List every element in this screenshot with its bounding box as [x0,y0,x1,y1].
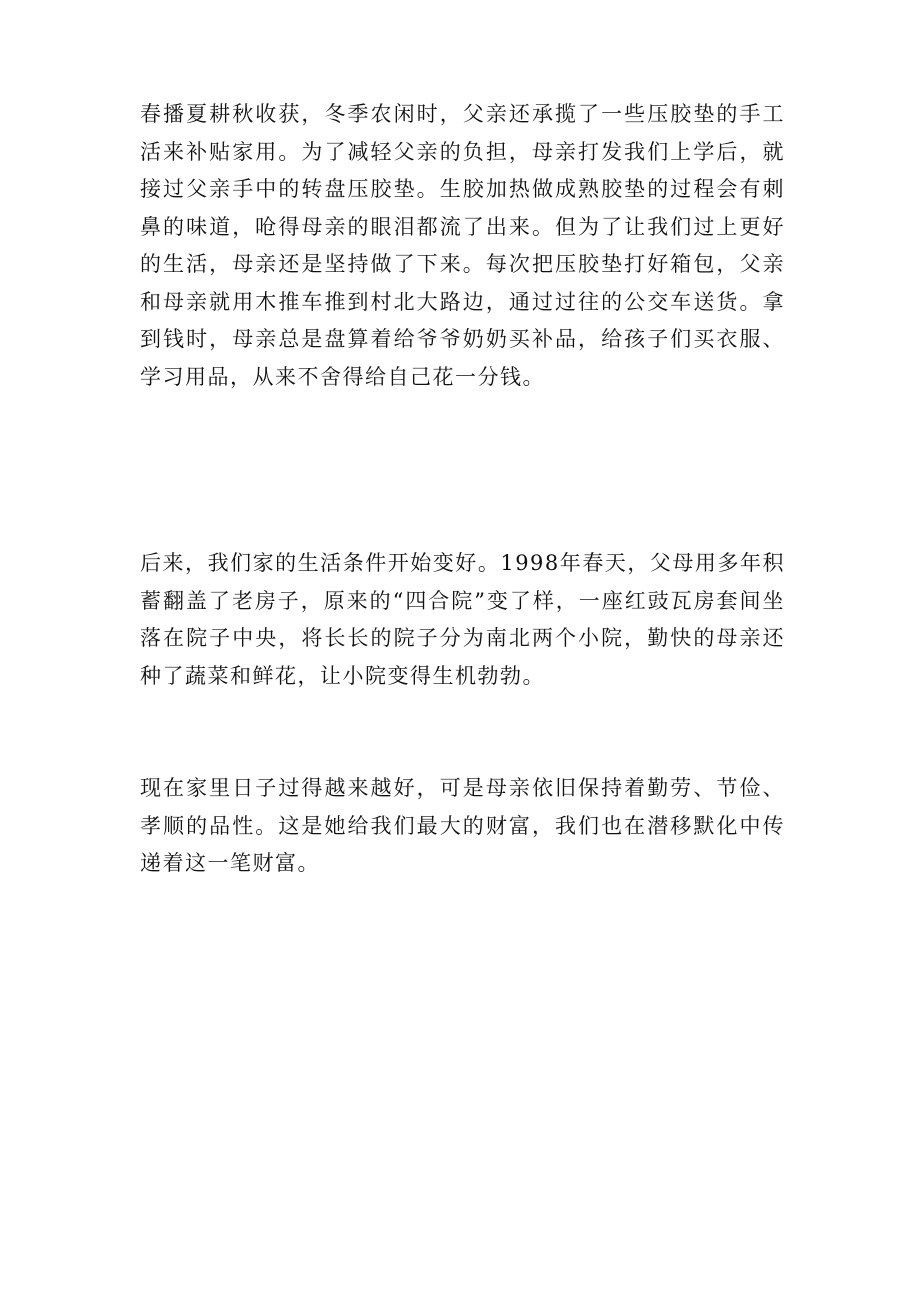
paragraph-family-virtues: 现在家里日子过得越来越好，可是母亲依旧保持着勤劳、节俭、孝顺的品性。这是她给我们最大的财富，我们也在潜移默化中传递着这一笔财富。 [140,776,785,875]
paragraph-new-house: 后来，我们家的生活条件开始变好。1998年春天，父母用多年积蓄翻盖了老房子，原来的“四合院”变了样，一座红豉瓦房套间坐落在院子中央，将长长的院子分为南北两个小院，勤快的母亲还种了蔬菜和鲜花，让小院变得生机勃勃。 [140,551,785,688]
paragraph-farming-work: 春播夏耕秋收获，冬季农闲时，父亲还承揽了一些压胶垫的手工活来补贴家用。为了减轻父亲的负担，母亲打发我们上学后，就接过父亲手中的转盘压胶垫。生胶加热做成熟胶垫的过程会有刺鼻的味道，呛得母亲的眼泪都流了出来。但为了让我们过上更好的生活，母亲还是坚持做了下来。每次把压胶垫打好箱包，父亲和母亲就用木推车推到村北大路边，通过过往的公交车送货。拿到钱时，母亲总是盘算着给爷爷奶奶买补品，给孩子们买衣服、学习用品，从来不舍得给自己花一分钱。 [140,102,785,389]
